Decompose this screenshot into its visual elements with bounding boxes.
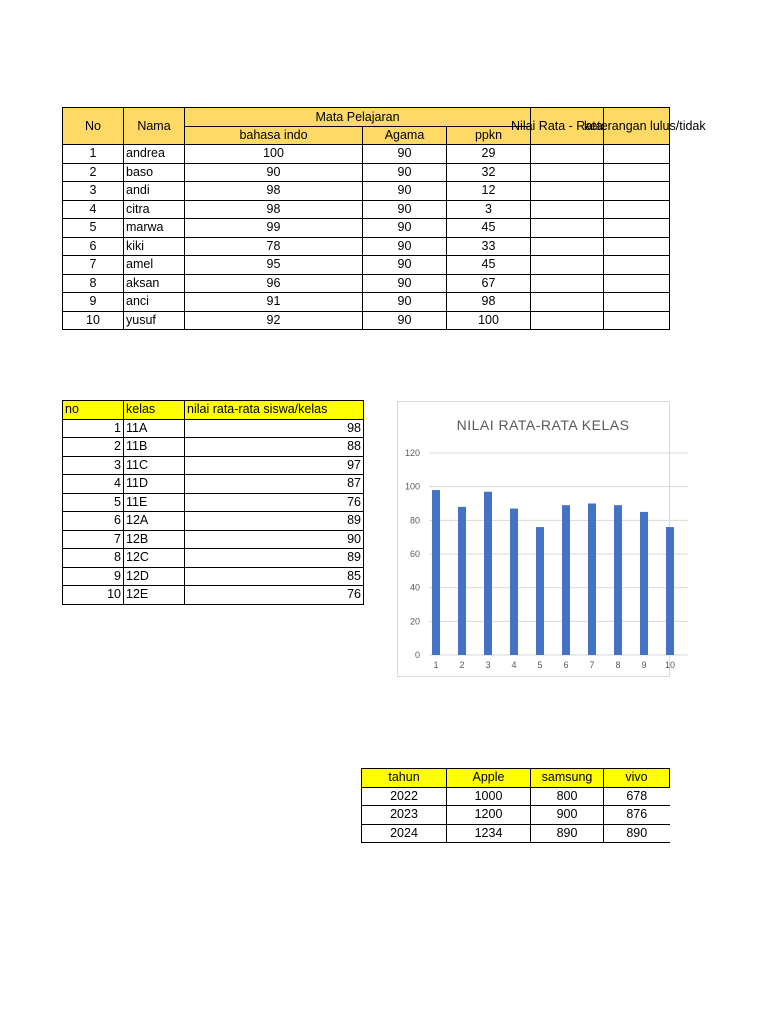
cell-apple[interactable]: 1234 xyxy=(447,824,531,843)
chart-title: NILAI RATA-RATA KELAS xyxy=(456,417,630,433)
header-kelas[interactable]: kelas xyxy=(124,401,185,420)
table-row xyxy=(63,274,670,293)
cell-nama[interactable]: kiki xyxy=(124,237,185,256)
cell-no[interactable]: 10 xyxy=(63,586,124,605)
class-average-table xyxy=(62,400,364,605)
cell-bahasa-indo[interactable]: 98 xyxy=(185,182,363,201)
cell-keterangan[interactable] xyxy=(604,182,670,201)
cell-ppkn[interactable]: 3 xyxy=(447,200,531,219)
y-tick-label: 0 xyxy=(414,650,420,660)
cell-nilai-rata-rata[interactable] xyxy=(531,293,604,312)
cell-nilai[interactable]: 97 xyxy=(185,456,364,475)
x-tick-label: 5 xyxy=(537,660,543,670)
header-keterangan-label: keterangan lulus/tidak xyxy=(584,118,706,133)
table-row xyxy=(362,824,670,843)
cell-nama[interactable]: aksan xyxy=(124,274,185,293)
header-no[interactable]: No xyxy=(63,108,124,145)
cell-nilai[interactable]: 88 xyxy=(185,438,364,457)
cell-ppkn[interactable]: 32 xyxy=(447,163,531,182)
cell-nilai[interactable]: 76 xyxy=(185,586,364,605)
y-tick-label: 80 xyxy=(409,515,420,526)
cell-nilai[interactable]: 90 xyxy=(185,530,364,549)
table-row xyxy=(63,493,364,512)
table-row xyxy=(63,293,670,312)
x-tick-label: 8 xyxy=(615,660,621,670)
class-average-chart[interactable] xyxy=(397,401,676,677)
cell-nilai[interactable]: 85 xyxy=(185,567,364,586)
header-nilai-rata-rata-label: Nilai Rata - Rata xyxy=(511,118,603,133)
cell-kelas[interactable]: 11E xyxy=(124,493,185,512)
chart-bar[interactable] xyxy=(432,490,440,655)
cell-bahasa-indo[interactable]: 98 xyxy=(185,200,363,219)
chart-bar[interactable] xyxy=(640,512,648,655)
cell-kelas[interactable]: 12A xyxy=(124,512,185,531)
cell-keterangan[interactable] xyxy=(604,293,670,312)
cell-kelas[interactable]: 12E xyxy=(124,586,185,605)
cell-tahun[interactable]: 2024 xyxy=(362,824,447,843)
chart-bar[interactable] xyxy=(510,509,518,655)
cell-keterangan[interactable] xyxy=(604,145,670,164)
table-row xyxy=(63,200,670,219)
cell-agama[interactable]: 90 xyxy=(363,182,447,201)
cell-nilai-rata-rata[interactable] xyxy=(531,219,604,238)
cell-tahun[interactable]: 2023 xyxy=(362,806,447,825)
chart-x-ticks xyxy=(433,660,675,670)
phone-sales-table xyxy=(361,768,670,843)
header-mata-pelajaran[interactable]: Mata Pelajaran xyxy=(185,108,531,127)
cell-no[interactable]: 2 xyxy=(63,163,124,182)
cell-ppkn[interactable]: 29 xyxy=(447,145,531,164)
cell-agama[interactable]: 90 xyxy=(363,256,447,275)
x-tick-label: 10 xyxy=(664,660,676,670)
cell-no[interactable]: 3 xyxy=(63,456,124,475)
cell-keterangan[interactable] xyxy=(604,219,670,238)
x-tick-label: 6 xyxy=(563,660,569,670)
cell-agama[interactable]: 90 xyxy=(363,219,447,238)
cell-agama[interactable]: 90 xyxy=(363,163,447,182)
cell-nilai-rata-rata[interactable] xyxy=(531,311,604,330)
header-tahun[interactable]: tahun xyxy=(362,769,447,788)
cell-nilai[interactable]: 89 xyxy=(185,549,364,568)
table-row xyxy=(63,438,364,457)
cell-nilai[interactable]: 87 xyxy=(185,475,364,494)
table-row xyxy=(63,512,364,531)
cell-bahasa-indo[interactable]: 91 xyxy=(185,293,363,312)
cell-ppkn[interactable]: 12 xyxy=(447,182,531,201)
chart-bar[interactable] xyxy=(536,527,544,655)
cell-nama[interactable]: yusuf xyxy=(124,311,185,330)
cell-keterangan[interactable] xyxy=(604,163,670,182)
cell-no[interactable]: 4 xyxy=(63,200,124,219)
table-row xyxy=(362,787,670,806)
y-tick-label: 100 xyxy=(404,481,420,492)
y-tick-label: 120 xyxy=(404,448,420,458)
header-keterangan[interactable] xyxy=(584,108,706,145)
x-tick-label: 9 xyxy=(641,660,647,670)
x-tick-label: 1 xyxy=(433,660,439,670)
cell-nama[interactable]: andi xyxy=(124,182,185,201)
cell-bahasa-indo[interactable]: 99 xyxy=(185,219,363,238)
chart-bar[interactable] xyxy=(484,492,492,655)
cell-no[interactable]: 6 xyxy=(63,237,124,256)
chart-gridlines xyxy=(429,453,688,655)
cell-kelas[interactable]: 12C xyxy=(124,549,185,568)
cell-tahun[interactable]: 2022 xyxy=(362,787,447,806)
table-row xyxy=(362,806,670,825)
table-row xyxy=(63,530,364,549)
chart-bar[interactable] xyxy=(666,527,674,655)
table-row xyxy=(63,237,670,256)
chart-bar[interactable] xyxy=(614,505,622,655)
cell-ppkn[interactable]: 45 xyxy=(447,219,531,238)
cell-ppkn[interactable]: 33 xyxy=(447,237,531,256)
cell-ppkn[interactable]: 100 xyxy=(447,311,531,330)
header-ppkn[interactable]: ppkn xyxy=(447,127,531,145)
cell-agama[interactable]: 90 xyxy=(363,293,447,312)
cell-samsung[interactable]: 890 xyxy=(531,824,604,843)
cell-agama[interactable]: 90 xyxy=(363,237,447,256)
y-tick-label: 20 xyxy=(409,616,420,627)
table-row xyxy=(63,567,364,586)
cell-nama[interactable]: citra xyxy=(124,200,185,219)
cell-nilai[interactable]: 98 xyxy=(185,419,364,438)
cell-kelas[interactable]: 11D xyxy=(124,475,185,494)
cell-nilai-rata-rata[interactable] xyxy=(531,145,604,164)
header-nama[interactable]: Nama xyxy=(124,108,185,145)
cell-agama[interactable]: 90 xyxy=(363,145,447,164)
cell-kelas[interactable]: 11C xyxy=(124,456,185,475)
cell-bahasa-indo[interactable]: 92 xyxy=(185,311,363,330)
table-row xyxy=(63,219,670,238)
cell-nama[interactable]: anci xyxy=(124,293,185,312)
cell-ppkn[interactable]: 45 xyxy=(447,256,531,275)
cell-keterangan[interactable] xyxy=(604,237,670,256)
x-tick-label: 2 xyxy=(459,660,465,670)
cell-nilai[interactable]: 89 xyxy=(185,512,364,531)
cell-bahasa-indo[interactable]: 95 xyxy=(185,256,363,275)
cell-no[interactable]: 5 xyxy=(63,493,124,512)
cell-vivo[interactable]: 678 xyxy=(604,787,670,806)
cell-vivo[interactable]: 890 xyxy=(604,824,670,843)
header-samsung[interactable]: samsung xyxy=(531,769,604,788)
cell-nama[interactable]: amel xyxy=(124,256,185,275)
chart-bar[interactable] xyxy=(458,507,466,655)
x-tick-label: 3 xyxy=(485,660,491,670)
x-tick-label: 7 xyxy=(589,660,595,670)
cell-keterangan[interactable] xyxy=(604,200,670,219)
cell-nilai-rata-rata[interactable] xyxy=(531,274,604,293)
cell-nilai[interactable]: 76 xyxy=(185,493,364,512)
cell-bahasa-indo[interactable]: 90 xyxy=(185,163,363,182)
cell-keterangan[interactable] xyxy=(604,256,670,275)
cell-nama[interactable]: baso xyxy=(124,163,185,182)
y-tick-label: 40 xyxy=(409,582,420,593)
student-score-table xyxy=(62,107,706,330)
cell-keterangan[interactable] xyxy=(604,311,670,330)
chart-y-ticks xyxy=(405,448,420,660)
chart-bar[interactable] xyxy=(588,504,596,656)
table-row xyxy=(63,475,364,494)
cell-no[interactable]: 9 xyxy=(63,293,124,312)
cell-bahasa-indo[interactable]: 100 xyxy=(185,145,363,164)
header-apple[interactable]: Apple xyxy=(447,769,531,788)
header-agama[interactable]: Agama xyxy=(363,127,447,145)
cell-apple[interactable]: 1200 xyxy=(447,806,531,825)
cell-keterangan[interactable] xyxy=(604,274,670,293)
cell-no[interactable]: 8 xyxy=(63,549,124,568)
cell-no[interactable]: 10 xyxy=(63,311,124,330)
table-row xyxy=(63,419,364,438)
cell-no[interactable]: 6 xyxy=(63,512,124,531)
cell-no[interactable]: 2 xyxy=(63,438,124,457)
cell-nilai-rata-rata[interactable] xyxy=(531,163,604,182)
cell-no[interactable]: 9 xyxy=(63,567,124,586)
table-row xyxy=(63,163,670,182)
cell-no[interactable]: 7 xyxy=(63,530,124,549)
chart-bars xyxy=(432,490,674,655)
table-row xyxy=(63,586,364,605)
cell-samsung[interactable]: 800 xyxy=(531,787,604,806)
cell-nilai-rata-rata[interactable] xyxy=(531,256,604,275)
header-vivo[interactable]: vivo xyxy=(604,769,670,788)
bar-chart-svg xyxy=(398,402,688,676)
cell-kelas[interactable]: 11A xyxy=(124,419,185,438)
cell-vivo[interactable]: 876 xyxy=(604,806,670,825)
cell-ppkn[interactable]: 98 xyxy=(447,293,531,312)
cell-no[interactable]: 3 xyxy=(63,182,124,201)
table-row xyxy=(63,456,364,475)
cell-no[interactable]: 7 xyxy=(63,256,124,275)
cell-agama[interactable]: 90 xyxy=(363,200,447,219)
table-row xyxy=(63,311,670,330)
cell-bahasa-indo[interactable]: 96 xyxy=(185,274,363,293)
cell-bahasa-indo[interactable]: 78 xyxy=(185,237,363,256)
cell-nama[interactable]: marwa xyxy=(124,219,185,238)
cell-no[interactable]: 5 xyxy=(63,219,124,238)
cell-samsung[interactable]: 900 xyxy=(531,806,604,825)
header-nilai-rata-rata-siswa[interactable]: nilai rata-rata siswa/kelas xyxy=(185,401,364,420)
cell-nilai-rata-rata[interactable] xyxy=(531,182,604,201)
table-row xyxy=(63,549,364,568)
cell-nama[interactable]: andrea xyxy=(124,145,185,164)
cell-nilai-rata-rata[interactable] xyxy=(531,200,604,219)
table-row xyxy=(63,256,670,275)
cell-agama[interactable]: 90 xyxy=(363,274,447,293)
cell-no[interactable]: 8 xyxy=(63,274,124,293)
cell-apple[interactable]: 1000 xyxy=(447,787,531,806)
chart-bar[interactable] xyxy=(562,505,570,655)
cell-agama[interactable]: 90 xyxy=(363,311,447,330)
y-tick-label: 60 xyxy=(409,549,420,559)
table-row xyxy=(63,182,670,201)
cell-no[interactable]: 1 xyxy=(63,419,124,438)
cell-kelas[interactable]: 11B xyxy=(124,438,185,457)
cell-kelas[interactable]: 12B xyxy=(124,530,185,549)
cell-no[interactable]: 1 xyxy=(63,145,124,164)
cell-no[interactable]: 4 xyxy=(63,475,124,494)
table-row xyxy=(63,145,670,164)
x-tick-label: 4 xyxy=(511,660,517,670)
header-bahasa-indo[interactable]: bahasa indo xyxy=(185,127,363,145)
header-no[interactable]: no xyxy=(63,401,124,420)
cell-ppkn[interactable]: 67 xyxy=(447,274,531,293)
cell-nilai-rata-rata[interactable] xyxy=(531,237,604,256)
cell-kelas[interactable]: 12D xyxy=(124,567,185,586)
